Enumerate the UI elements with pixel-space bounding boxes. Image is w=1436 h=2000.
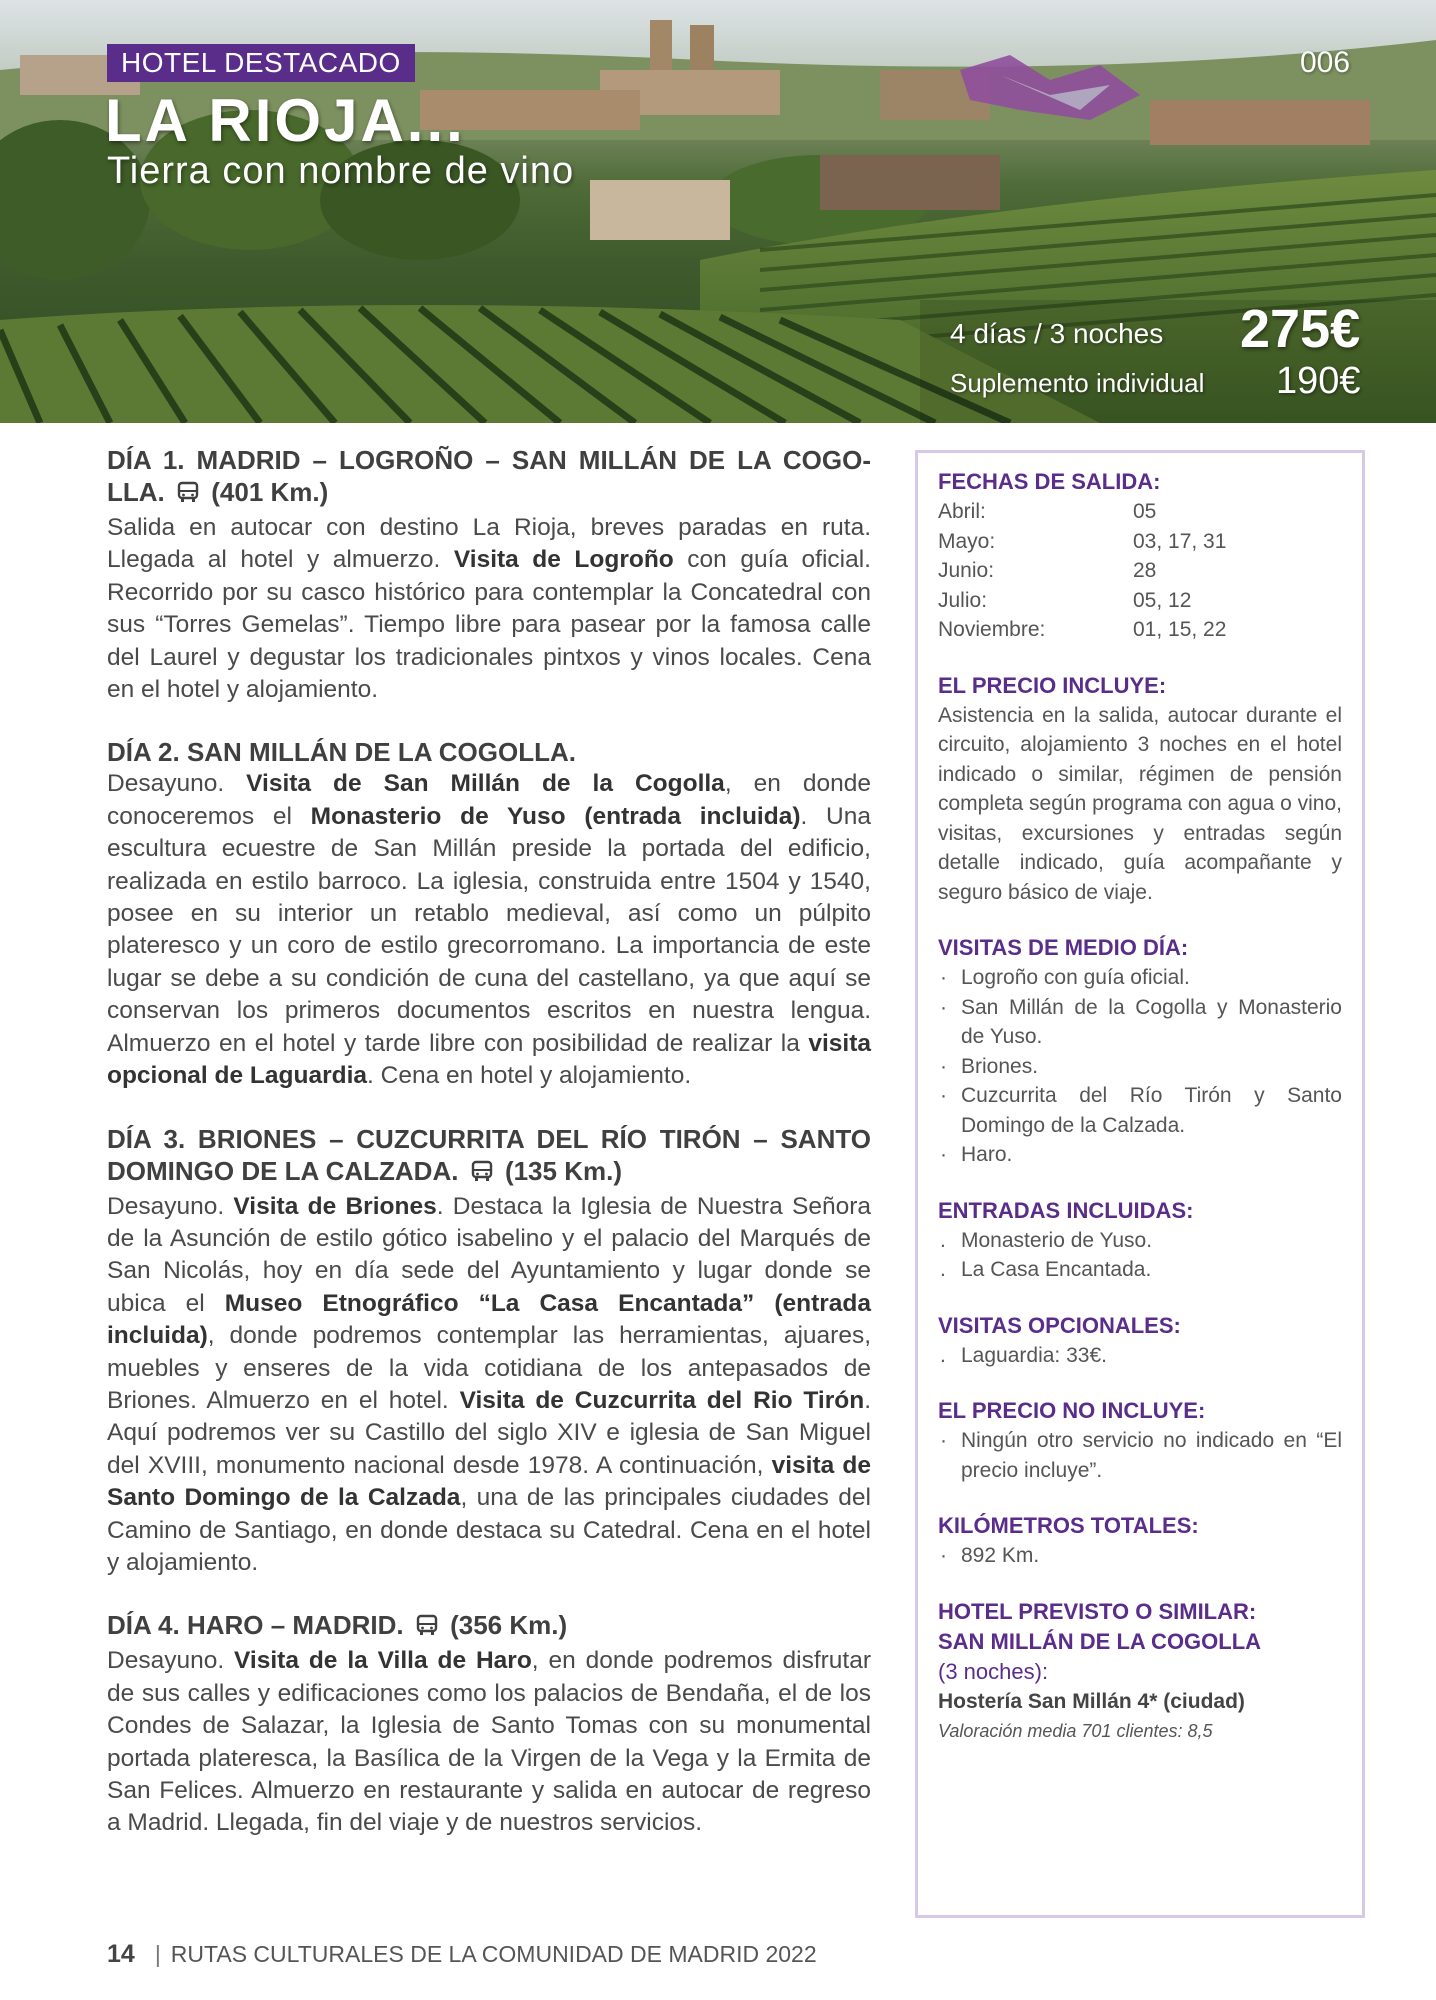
day-distance: (135 Km.) [504, 1155, 622, 1186]
list-item [938, 1052, 1342, 1082]
section-heading: EL PRECIO NO INCLUYE: [938, 1398, 1206, 1423]
date-days: 28 [1133, 559, 1157, 582]
date-month: Noviembre: [938, 618, 1046, 641]
hotel-name: Hostería San Millán 4* (ciudad) [938, 1689, 1245, 1713]
highlighted-text: Museo Etnográfico “La Casa Encantada” (entrada incluida) [107, 1289, 871, 1350]
list-item-text: Ningún otro servicio no indicado en “El precio incluye”. [961, 1429, 1342, 1482]
page-footer [107, 1940, 817, 1969]
total-km-section [938, 1511, 1342, 1571]
date-row [938, 527, 1342, 557]
hotel-nights: (3 noches): [938, 1658, 1049, 1684]
list-item-text: 892 Km. [961, 1544, 1040, 1567]
day-distance: (401 Km.) [211, 477, 329, 507]
list-item-text: Monasterio de Yuso. [961, 1228, 1153, 1252]
section-heading: EL PRECIO INCLUYE: [938, 672, 1167, 698]
day-title-text: DÍA 3. BRIONES – CUZCURRITA DEL RÍO TIRÓN – SANTO DOMINGO DE LA CALZADA. [107, 1123, 871, 1186]
text-run: , donde podremos contemplar las herramientas, ajuares, muebles y enseres de la vida cotidiana de los antepasados de Briones. Almuerzo en el hotel. [107, 1322, 871, 1414]
day-description [107, 768, 871, 1092]
bullet: · [940, 995, 947, 1019]
bus-icon [470, 1159, 494, 1191]
day-title [107, 1123, 871, 1191]
text-run: Desayuno. [107, 770, 247, 798]
bullet: · [940, 1544, 947, 1567]
tour-code: 006 [1300, 46, 1351, 79]
optional-visits-section [938, 1311, 1342, 1371]
price-includes-section [938, 671, 1342, 908]
bullet: . [940, 1228, 946, 1252]
highlighted-text: Monasterio de Yuso (entrada incluida) [310, 802, 801, 830]
section-heading: FECHAS DE SALIDA: [938, 469, 1161, 494]
single-supplement-label: Suplemento individual [950, 368, 1205, 398]
price-excludes-list [938, 1426, 1342, 1485]
text-run: . Aquí podremos ver su Castillo del siglo XIV e iglesia de San Miguel del XVIII, monumento nacional desde 1978. A continuación, [107, 1386, 872, 1479]
bullet: · [940, 966, 947, 989]
highlighted-text: Visita de Cuzcurrita del Rio Tirón [459, 1386, 865, 1414]
price-includes-text: Asistencia en la salida, autocar durante el circuito, alojamiento 3 noches en el hotel indicado o similar, régimen de pensión completa según programa con agua o vino, visitas, excursiones y entradas según detalle indicado, guía acompañante y seguro básico de viaje. [938, 703, 1342, 904]
date-month: Junio: [938, 559, 995, 582]
day-title [107, 1609, 871, 1645]
page-subtitle: Tierra con nombre de vino [107, 150, 575, 192]
day-description [107, 1645, 871, 1839]
date-row [938, 556, 1342, 586]
text-run: , una de las principales ciudades del Camino de Santiago, en donde destaca su Catedral. Cena en el hotel y alojamiento. [107, 1484, 871, 1576]
list-item-text: Laguardia: 33€. [961, 1343, 1107, 1367]
section-heading: VISITAS DE MEDIO DÍA: [938, 935, 1189, 960]
tour-duration: 4 días / 3 noches [950, 318, 1164, 349]
day-description [107, 512, 871, 706]
list-item-text: San Millán de la Cogolla y Monasterio de Yuso. [961, 995, 1342, 1048]
date-row [938, 586, 1342, 616]
text-run: , en donde podremos disfrutar de sus calles y edificaciones como los palacios de Bendaña, el de los Condes de Salazar, la Iglesia de Santo Tomas con su monumental portada plateresca, la Basílica de la Virgen de la Vega y la Ermita de San Felices. Almuerzo en restaurante y salida en autocar de regreso a Madrid. Llegada, fin del viaje y de nuestros servicios. [107, 1647, 871, 1837]
trip-info-sidebar [915, 450, 1365, 1918]
price-excludes-section [938, 1396, 1342, 1485]
list-item [938, 1541, 1342, 1571]
highlighted-text: Visita de Briones [233, 1192, 437, 1220]
date-month: Julio: [938, 588, 988, 612]
day-description [107, 1191, 871, 1580]
date-days: 03, 17, 31 [1133, 529, 1227, 553]
text-run: Desayuno. [107, 1192, 234, 1220]
highlighted-text: Visita de San Millán de la Cogolla [246, 770, 725, 798]
date-month: Mayo: [938, 529, 996, 553]
featured-hotel-badge: HOTEL DESTACADO [107, 44, 415, 82]
list-item [938, 1426, 1342, 1485]
day-title-text: DÍA 2. SAN MILLÁN DE LA COGOLLA. [107, 737, 576, 768]
list-item [938, 1081, 1342, 1140]
hotel-location: SAN MILLÁN DE LA COGOLLA [938, 1628, 1262, 1654]
hotel-rating: Valoración media 701 clientes: 8,5 [938, 1720, 1213, 1741]
departure-dates-table [938, 497, 1342, 645]
list-item-text: Briones. [961, 1054, 1039, 1078]
text-run: . Destaca la Iglesia de Nuestra Señora de la Asunción de estilo gótico isabelino y el palacio del Marqués de San Nicolás, hoy en día sede del Ayuntamiento y lugar donde se ubica el [107, 1192, 871, 1317]
list-item [938, 1140, 1342, 1170]
optional-visits-list [938, 1341, 1342, 1371]
bullet: · [940, 1084, 947, 1107]
list-item [938, 963, 1342, 993]
page-title: LA RIOJA... [105, 87, 466, 154]
day-title [107, 736, 871, 768]
tour-price: 275€ [1240, 299, 1361, 359]
highlighted-text: visita opcional de Laguardia [107, 1029, 871, 1090]
bullet: . [940, 1343, 946, 1367]
list-item-text: Logroño con guía oficial. [961, 966, 1190, 989]
list-item-text: Haro. [961, 1143, 1013, 1166]
date-days: 05, 12 [1133, 588, 1192, 612]
date-month: Abril: [938, 500, 986, 523]
bullet: · [940, 1054, 947, 1078]
section-heading: HOTEL PREVISTO O SIMILAR: [938, 1598, 1257, 1624]
list-item [938, 1226, 1342, 1256]
text-run: , en donde conoceremos el [107, 770, 871, 830]
text-run: . Una escultura ecuestre de San Millán preside la portada del edificio, realizada en estilo barroco. La iglesia, construida entre 1504 y 1540, posee en su interior un retablo medieval, así como un púlpito plateresco y un coro de estilo grecorromano. La importancia de este lugar se debe a su condición de cuna del castellano, ya que aquí se conservan los primeros documentos escritos en nuestra lengua. Almuerzo en el hotel y tarde libre con posibilidad de realizar la [107, 802, 871, 1057]
text-run: . Cena en hotel y alojamiento. [367, 1062, 692, 1090]
half-day-visits-section [938, 933, 1342, 1170]
included-tickets-list [938, 1226, 1342, 1285]
text-run: Salida en autocar con destino La Rioja, breves paradas en ruta. Llegada al hotel y almuerzo. [107, 514, 871, 574]
included-tickets-section [938, 1196, 1342, 1285]
itinerary [107, 444, 871, 1870]
total-km-list [938, 1541, 1342, 1571]
day-title-text: DÍA 1. MADRID – LOGROÑO – SAN MILLÁN DE LA COGO-LLA. [107, 445, 871, 507]
text-run: con guía oficial. Recorrido por su casco histórico para contemplar la Concatedral con sus “Torres Gemelas”. Tiempo libre para pasear por la famosa calle del Laurel y degustar los tradicionales pintxos y vinos locales. Cena en el hotel y alojamiento. [107, 546, 871, 704]
highlighted-text: Visita de la Villa de Haro [234, 1647, 532, 1675]
list-item [938, 1255, 1342, 1285]
list-item-text: Cuzcurrita del Río Tirón y Santo Domingo de la Calzada. [961, 1084, 1342, 1137]
itinerary-day-4 [107, 1609, 871, 1839]
list-item [938, 1341, 1342, 1371]
page-number: 14 [107, 1940, 135, 1968]
bus-icon [415, 1613, 439, 1645]
itinerary-day-3 [107, 1123, 871, 1580]
single-supplement-price: 190€ [1276, 360, 1361, 402]
section-heading: KILÓMETROS TOTALES: [938, 1513, 1199, 1538]
day-title-text: DÍA 4. HARO – MADRID. [107, 1610, 404, 1641]
section-heading: ENTRADAS INCLUIDAS: [938, 1197, 1194, 1223]
publication-name: RUTAS CULTURALES DE LA COMUNIDAD DE MADRID 2022 [170, 1941, 817, 1967]
day-title [107, 444, 871, 512]
date-row [938, 497, 1342, 527]
hotel-section [938, 1597, 1342, 1745]
hero-banner [0, 0, 1436, 423]
footer-separator: | [154, 1941, 161, 1967]
date-days: 05 [1133, 500, 1157, 523]
itinerary-day-1 [107, 444, 871, 706]
highlighted-text: Visita de Logroño [453, 546, 674, 574]
bullet: · [940, 1143, 947, 1166]
itinerary-day-2 [107, 736, 871, 1092]
list-item [938, 993, 1342, 1052]
departure-dates-section [938, 467, 1342, 645]
date-row [938, 615, 1342, 645]
highlighted-text: visita de Santo Domingo de la Calzada [107, 1451, 871, 1512]
list-item-text: La Casa Encantada. [961, 1258, 1152, 1281]
bullet: · [940, 1429, 947, 1452]
half-day-visits-list [938, 963, 1342, 1170]
section-heading: VISITAS OPCIONALES: [938, 1312, 1181, 1338]
day-distance: (356 Km.) [450, 1610, 568, 1641]
bullet: . [940, 1258, 946, 1281]
bus-icon [176, 480, 200, 512]
date-days: 01, 15, 22 [1133, 618, 1227, 641]
text-run: Desayuno. [107, 1647, 235, 1675]
